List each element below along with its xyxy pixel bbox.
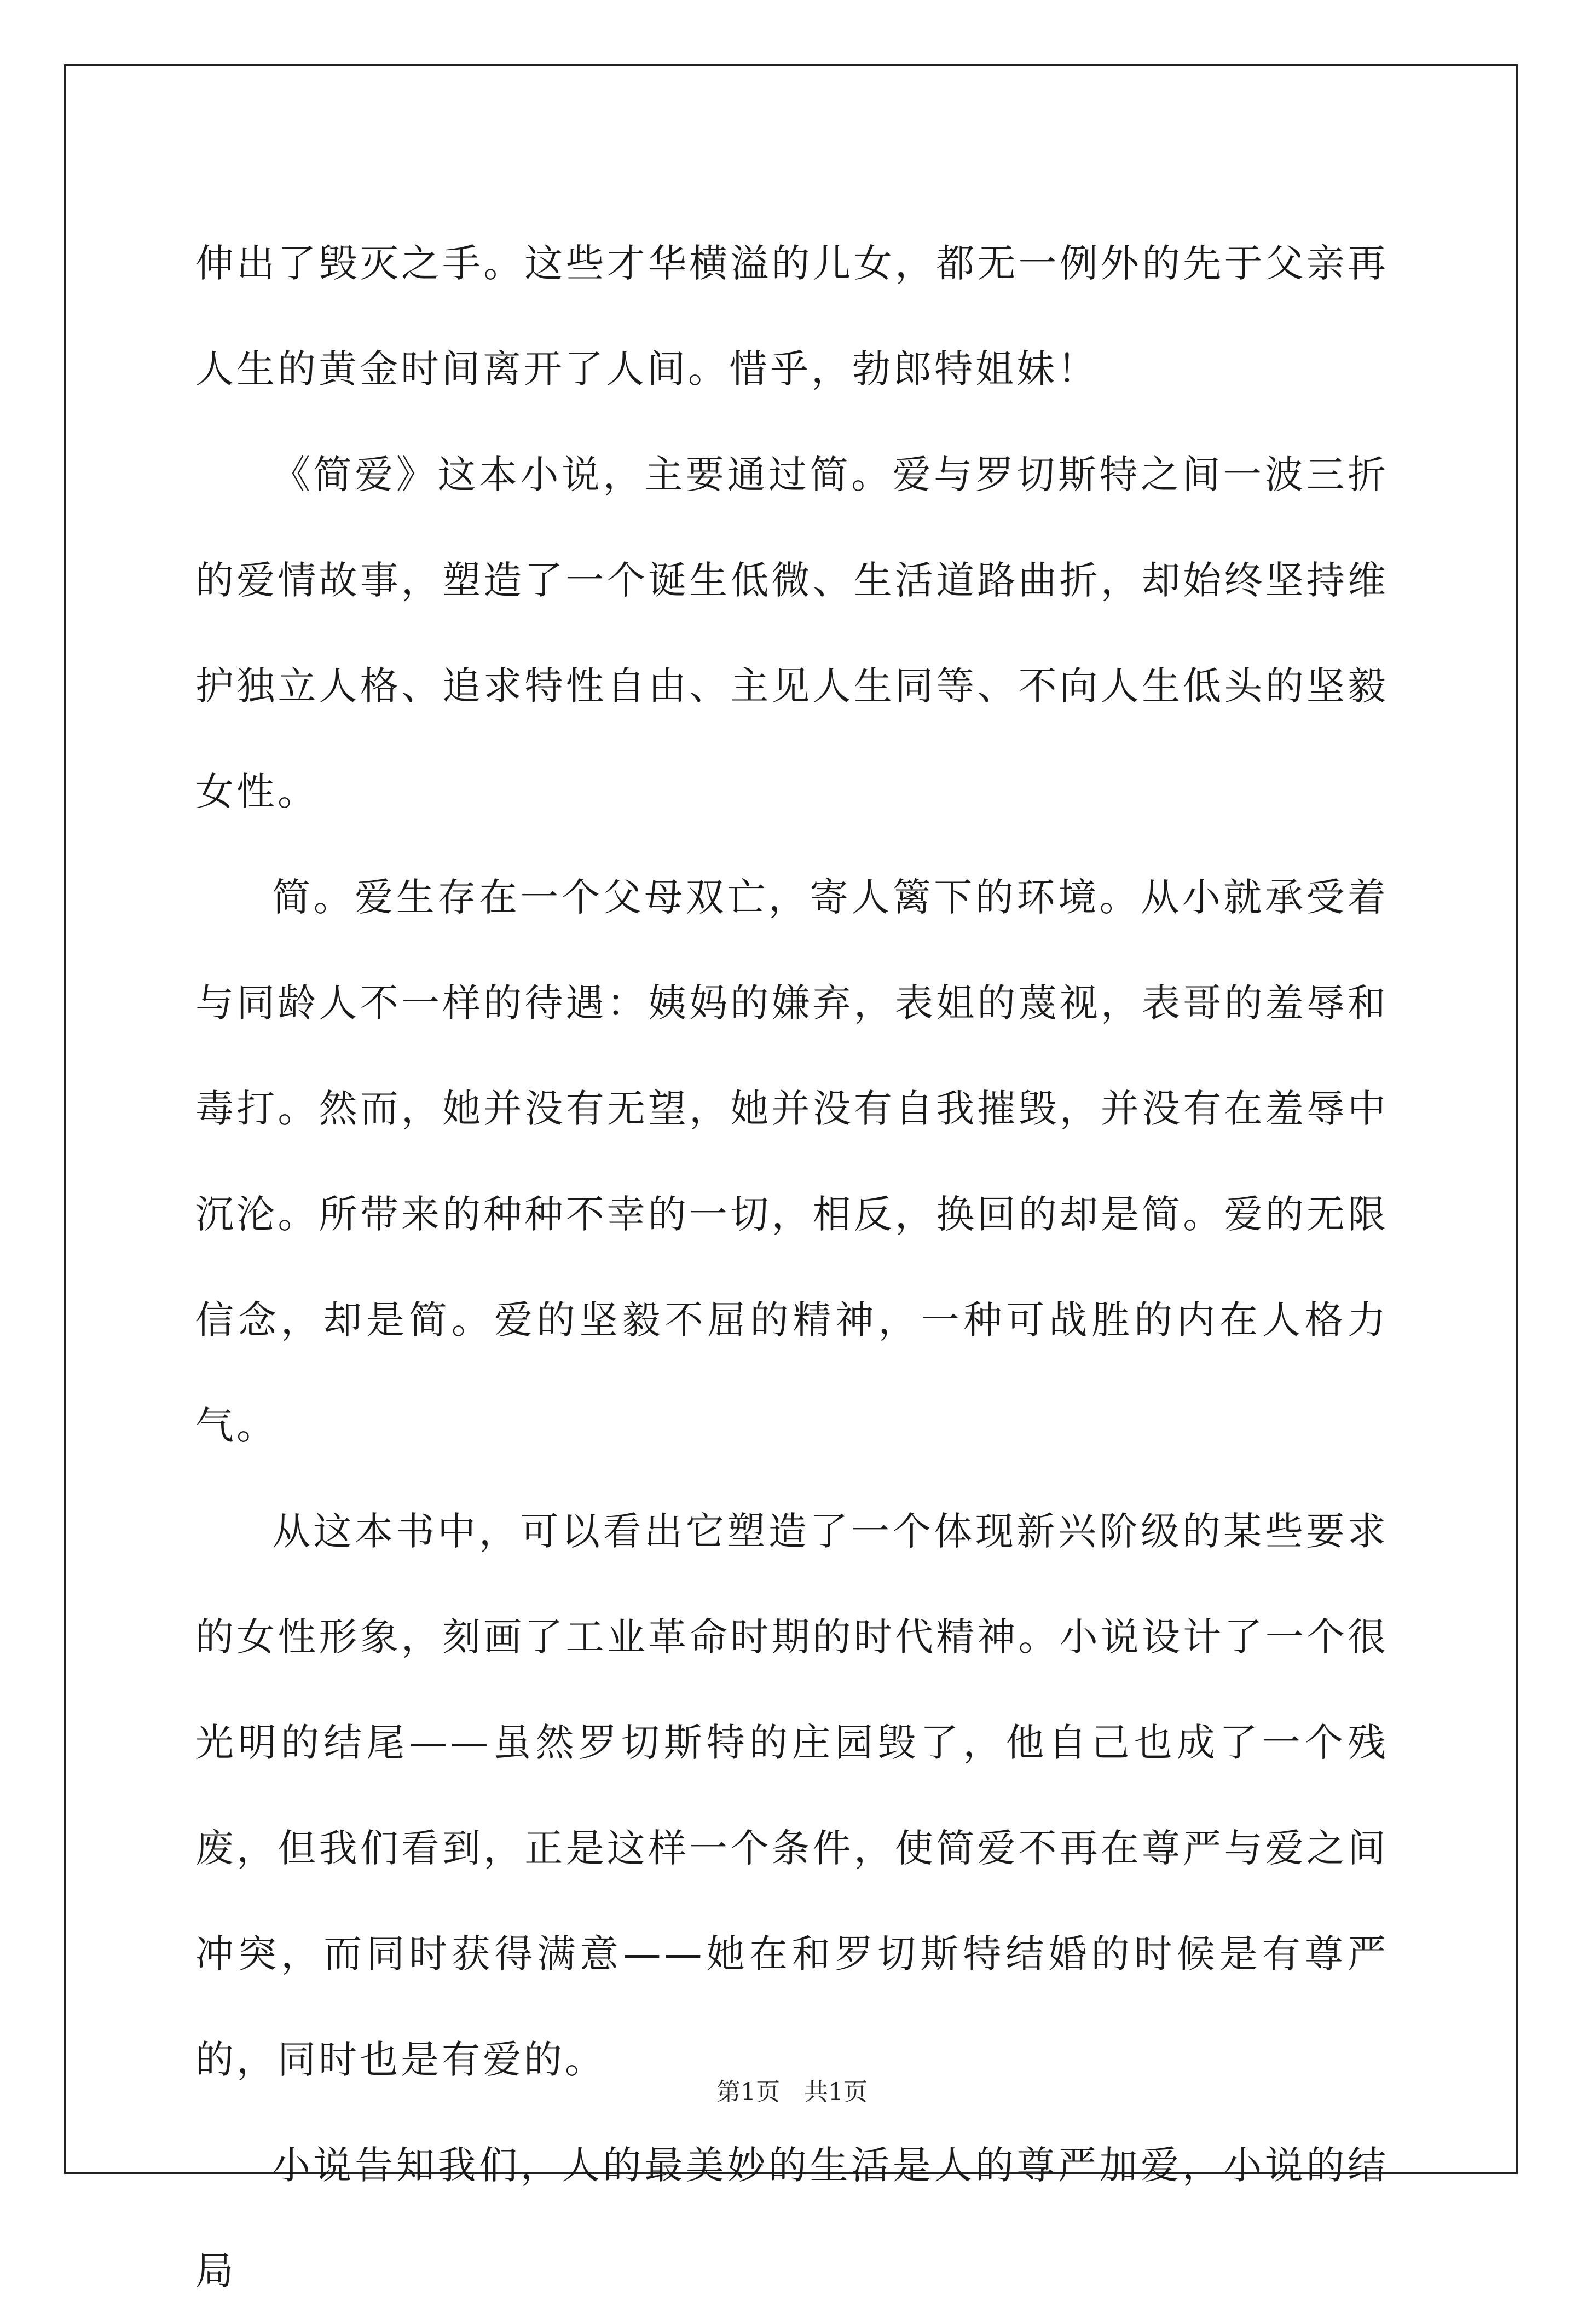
paragraph-3: 简。爱生存在一个父母双亡，寄人篱下的环境。从小就承受着与同龄人不一样的待遇：姨妈的嫌弃，表姐的蔑视，表哥的羞辱和毒打。然而，她并没有无望，她并没有自我摧毁，并没有在羞辱中沉沦。所带来的种种不幸的一切，相反，换回的却是简。爱的无限信念，却是简。爱的坚毅不屈的精神，一种可战胜的内在人格力气。 [195, 875, 1389, 1448]
page-footer [0, 2076, 1584, 2109]
paragraph-1: 伸出了毁灭之手。这些才华横溢的儿女，都无一例外的先于父亲再人生的黄金时间离开了人间。惜乎，勃郎特姐妹！ [195, 241, 1389, 391]
paragraph-4: 从这本书中，可以看出它塑造了一个体现新兴阶级的某些要求的女性形象，刻画了工业革命时期的时代精神。小说设计了一个很光明的结尾——虽然罗切斯特的庄园毁了，他自己也成了一个残废，但我们看到，正是这样一个条件，使简爱不再在尊严与爱之间冲突，而同时获得满意——她在和罗切斯特结婚的时候是有尊严的，同时也是有爱的。 [195, 1509, 1389, 2082]
page-number-current: 第1页 [716, 2078, 780, 2106]
paragraph-5: 小说告知我们，人的最美妙的生活是人的尊严加爱，小说的结局 [195, 2143, 1389, 2293]
page-number-total: 共1页 [804, 2078, 868, 2106]
document-body [195, 211, 1389, 2324]
paragraph-2: 《简爱》这本小说，主要通过简。爱与罗切斯特之间一波三折的爱情故事，塑造了一个诞生低微、生活道路曲折，却始终坚持维护独立人格、追求特性自由、主见人生同等、不向人生低头的坚毅女性。 [195, 452, 1389, 814]
